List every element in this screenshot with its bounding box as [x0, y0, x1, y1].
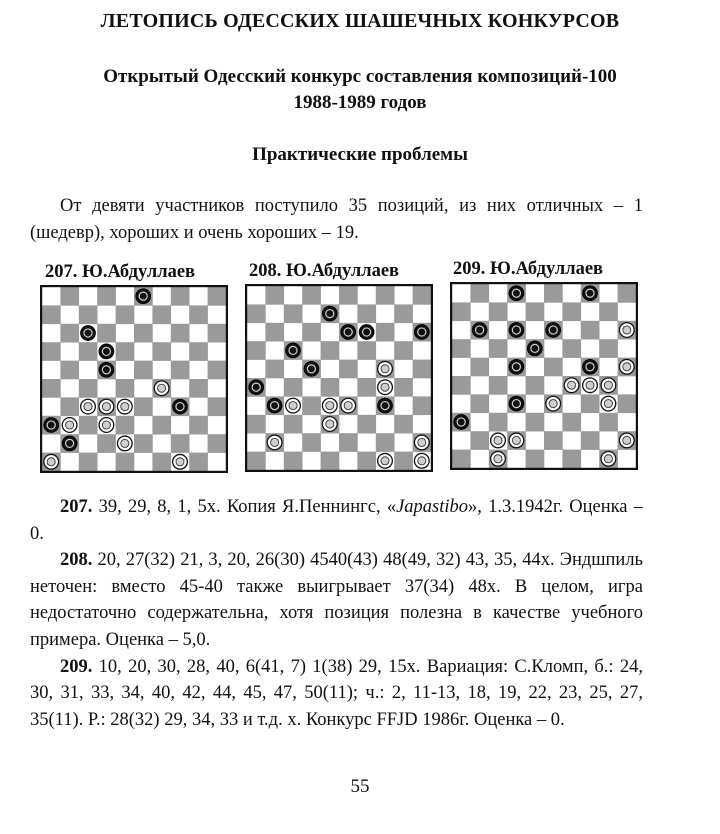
contest-title [0, 64, 720, 116]
black-checker [62, 436, 77, 451]
white-checker [619, 433, 634, 448]
black-checker [99, 362, 114, 377]
intro-paragraph: От девяти участников поступило 35 позиций, из них отличных – 1 (шедевр), хороших и очень хороших – 19. [30, 196, 643, 243]
solution-text: 20, 27(32) 21, 3, 20, 26(30) 4540(43) 48(49, 32) 43, 35, 44х. Эндшпиль неточен: вместо 45-40 также выигрывает 37(34) 48х. В целом, игра недостаточно содержательна, хотя позиция полезна в качестве учебного примера. Оценка – 5,0. [30, 550, 643, 650]
white-checker [378, 453, 393, 468]
white-checker [378, 380, 393, 395]
black-checker [173, 399, 188, 414]
black-checker [267, 398, 282, 413]
white-checker [414, 453, 429, 468]
black-checker [527, 341, 542, 356]
white-checker [619, 323, 634, 338]
white-checker [267, 435, 282, 450]
white-checker [154, 381, 169, 396]
black-checker [509, 396, 524, 411]
white-checker [173, 454, 188, 469]
solution-source-title: Japastibo [396, 497, 469, 517]
white-checker [414, 435, 429, 450]
black-checker [583, 286, 598, 301]
white-checker [286, 398, 301, 413]
solution-text-tail: », 1.3.1942г. Оценка – 0. [30, 497, 643, 544]
black-checker [136, 289, 151, 304]
contest-title-line2: 1988-1989 годов [293, 92, 427, 113]
black-checker [322, 306, 337, 321]
black-checker [509, 359, 524, 374]
contest-title-line1: Открытый Одесский конкурс составления композиций-100 [103, 66, 617, 87]
white-checker [601, 396, 616, 411]
white-checker [601, 378, 616, 393]
white-checker [509, 433, 524, 448]
solution-text: 39, 29, 8, 1, 5х. Копия Я.Пеннингс, « [92, 497, 397, 517]
black-checker [546, 323, 561, 338]
black-checker [359, 325, 374, 340]
black-checker [304, 361, 319, 376]
black-checker [454, 415, 469, 430]
white-checker [322, 398, 337, 413]
black-checker [472, 323, 487, 338]
white-checker [619, 359, 634, 374]
black-checker [286, 343, 301, 358]
solution-208 [30, 547, 643, 653]
white-checker [322, 417, 337, 432]
white-checker [564, 378, 579, 393]
white-checker [583, 378, 598, 393]
black-checker [414, 325, 429, 340]
white-checker [44, 454, 59, 469]
solution-text: 10, 20, 30, 28, 40, 6(41, 7) 1(38) 29, 15х. Вариация: С.Кломп, б.: 24, 30, 31, 33, 34, 40, 42, 44, 45, 47, 50(11); ч.: 2, 11-13, 18, 19, 22, 23, 25, 27, 35(11). Р.: 28(32) 29, 34, 33 и т.д. х. Конкурс FFJD 1986г. Оценка – 0. [30, 656, 643, 730]
white-checker [62, 418, 77, 433]
white-checker [81, 399, 96, 414]
black-checker [44, 418, 59, 433]
white-checker [378, 361, 393, 376]
board-label-207: 207. Ю.Абдуллаев [45, 262, 196, 282]
solution-207 [30, 494, 643, 547]
board-label-209: 209. Ю.Абдуллаев [453, 259, 604, 279]
problem-number: 208. [60, 550, 93, 571]
solutions-block [30, 494, 643, 733]
diagram-board-208 [245, 284, 433, 472]
white-checker [117, 399, 132, 414]
solution-209 [30, 654, 643, 734]
white-checker [99, 399, 114, 414]
diagram-board-209 [450, 282, 638, 470]
white-checker [341, 398, 356, 413]
black-checker [583, 359, 598, 374]
white-checker [491, 451, 506, 466]
diagram-board-207 [40, 285, 228, 473]
white-checker [117, 436, 132, 451]
page-number: 55 [350, 776, 370, 797]
black-checker [99, 344, 114, 359]
white-checker [99, 418, 114, 433]
white-checker [601, 451, 616, 466]
black-checker [509, 286, 524, 301]
problem-number: 209. [60, 656, 93, 677]
problem-number: 207. [60, 497, 93, 517]
section-heading: Практические проблемы [252, 144, 468, 165]
black-checker [249, 380, 264, 395]
board-label-208: 208. Ю.Абдуллаев [249, 261, 400, 281]
running-title: ЛЕТОПИСЬ ОДЕССКИХ ШАШЕЧНЫХ КОНКУРСОВ [100, 10, 620, 32]
white-checker [491, 433, 506, 448]
white-checker [546, 396, 561, 411]
black-checker [341, 325, 356, 340]
black-checker [509, 323, 524, 338]
black-checker [378, 398, 393, 413]
black-checker [81, 326, 96, 341]
